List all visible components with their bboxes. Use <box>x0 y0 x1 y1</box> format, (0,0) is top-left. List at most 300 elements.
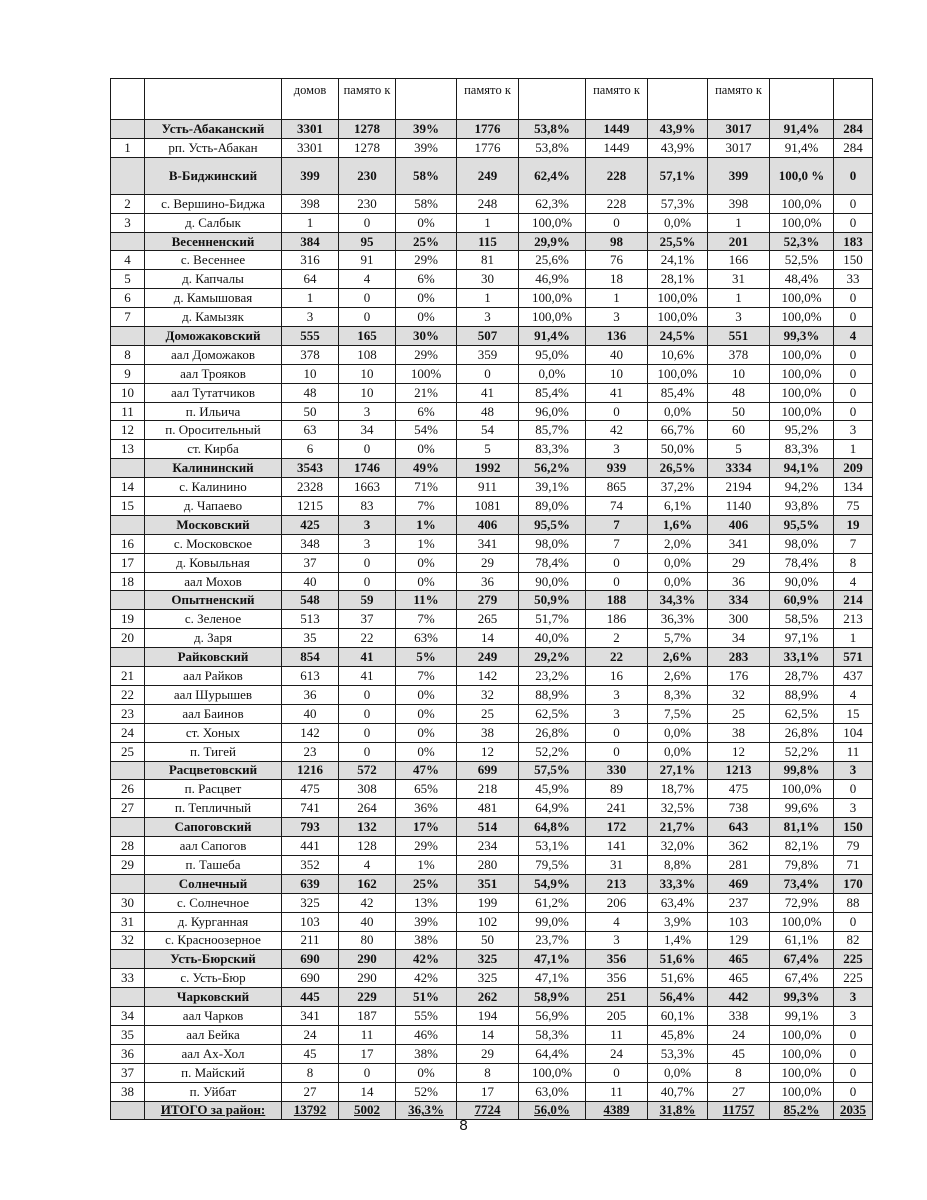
value-cell: 13792 <box>282 1101 339 1120</box>
value-cell: 30% <box>396 327 457 346</box>
settlement-name-cell: п. Ильича <box>145 402 282 421</box>
value-cell: 475 <box>708 780 770 799</box>
value-cell: 3 <box>708 308 770 327</box>
value-cell: 10 <box>339 364 396 383</box>
settlement-name-cell: аал Мохов <box>145 572 282 591</box>
table-row <box>111 1007 873 1026</box>
value-cell: 100,0 % <box>770 157 834 194</box>
value-cell: 33,1% <box>770 648 834 667</box>
value-cell <box>396 79 457 120</box>
settlement-name-cell: с. Красноозерное <box>145 931 282 950</box>
value-cell: 100,0% <box>519 289 586 308</box>
value-cell: 571 <box>834 648 873 667</box>
settlement-name-cell: Чарковский <box>145 988 282 1007</box>
value-cell: 398 <box>282 194 339 213</box>
value-cell: 0 <box>834 213 873 232</box>
settlement-name-cell: д. Камызяк <box>145 308 282 327</box>
value-cell: 334 <box>708 591 770 610</box>
table-row <box>111 1063 873 1082</box>
value-cell: 0,0% <box>648 402 708 421</box>
value-cell: 4 <box>834 685 873 704</box>
value-cell: 50 <box>708 402 770 421</box>
district-total-row <box>111 648 873 667</box>
table-row <box>111 251 873 270</box>
value-cell: 465 <box>708 969 770 988</box>
settlement-name-cell: аал Сапогов <box>145 837 282 856</box>
value-cell: 28,1% <box>648 270 708 289</box>
value-cell: 25,5% <box>648 232 708 251</box>
value-cell: 325 <box>457 969 519 988</box>
value-cell: 7,5% <box>648 704 708 723</box>
value-cell: 54,9% <box>519 874 586 893</box>
value-cell: 25% <box>396 232 457 251</box>
value-cell: 3301 <box>282 120 339 139</box>
value-cell: 3 <box>339 534 396 553</box>
value-cell: 1992 <box>457 459 519 478</box>
value-cell: 166 <box>708 251 770 270</box>
value-cell: 136 <box>586 327 648 346</box>
value-cell: 8,8% <box>648 855 708 874</box>
row-number-cell <box>111 874 145 893</box>
value-cell: 29 <box>457 1044 519 1063</box>
value-cell: 0 <box>586 402 648 421</box>
value-cell: 0,0% <box>648 553 708 572</box>
value-cell: 0 <box>586 742 648 761</box>
value-cell: 1216 <box>282 761 339 780</box>
value-cell: 356 <box>586 969 648 988</box>
value-cell: 66,7% <box>648 421 708 440</box>
value-cell: 99,3% <box>770 988 834 1007</box>
value-cell: 41 <box>339 667 396 686</box>
value-cell: 1278 <box>339 138 396 157</box>
value-cell: 330 <box>586 761 648 780</box>
value-cell: 28,7% <box>770 667 834 686</box>
value-cell: 7724 <box>457 1101 519 1120</box>
value-cell: 40 <box>282 572 339 591</box>
value-cell: 1 <box>282 213 339 232</box>
settlement-name-cell: Сапоговский <box>145 818 282 837</box>
value-cell: 8 <box>457 1063 519 1082</box>
value-cell: 0 <box>586 572 648 591</box>
value-cell: 58,3% <box>519 1025 586 1044</box>
value-cell: 0% <box>396 1063 457 1082</box>
value-cell: 99,6% <box>770 799 834 818</box>
value-cell: 284 <box>834 120 873 139</box>
value-cell: 0% <box>396 685 457 704</box>
value-cell: 0% <box>396 213 457 232</box>
value-cell: 341 <box>282 1007 339 1026</box>
value-cell: 5,7% <box>648 629 708 648</box>
value-cell: 31 <box>586 855 648 874</box>
value-cell: 8 <box>708 1063 770 1082</box>
value-cell: 89 <box>586 780 648 799</box>
value-cell: 64,4% <box>519 1044 586 1063</box>
value-cell: 25,6% <box>519 251 586 270</box>
value-cell: 3 <box>282 308 339 327</box>
value-cell: 26,8% <box>770 723 834 742</box>
value-cell: 59 <box>339 591 396 610</box>
district-total-row <box>111 327 873 346</box>
value-cell: 62,5% <box>519 704 586 723</box>
value-cell: 865 <box>586 478 648 497</box>
value-cell: 0% <box>396 289 457 308</box>
value-cell: 939 <box>586 459 648 478</box>
value-cell: 37,2% <box>648 478 708 497</box>
value-cell: 71 <box>834 855 873 874</box>
value-cell: 16 <box>586 667 648 686</box>
table-row <box>111 931 873 950</box>
value-cell: 0,0% <box>648 213 708 232</box>
value-cell: 0 <box>834 308 873 327</box>
value-cell: 237 <box>708 893 770 912</box>
table-row <box>111 440 873 459</box>
value-cell: 50 <box>457 931 519 950</box>
value-cell: 13% <box>396 893 457 912</box>
value-cell: 469 <box>708 874 770 893</box>
value-cell: 10,6% <box>648 345 708 364</box>
value-cell: 5002 <box>339 1101 396 1120</box>
value-cell: 352 <box>282 855 339 874</box>
value-cell: 1140 <box>708 497 770 516</box>
value-cell: 2035 <box>834 1101 873 1120</box>
value-cell: 11 <box>834 742 873 761</box>
value-cell: 1 <box>708 289 770 308</box>
value-cell: 1% <box>396 855 457 874</box>
value-cell: 46% <box>396 1025 457 1044</box>
row-number-cell: 7 <box>111 308 145 327</box>
value-cell: 90,0% <box>770 572 834 591</box>
value-cell: 67,4% <box>770 950 834 969</box>
value-cell: 8 <box>282 1063 339 1082</box>
value-cell: 95,5% <box>519 515 586 534</box>
value-cell: 90,0% <box>519 572 586 591</box>
value-cell: 60,9% <box>770 591 834 610</box>
value-cell: 24 <box>708 1025 770 1044</box>
value-cell: 0 <box>586 1063 648 1082</box>
value-cell: 36,3% <box>396 1101 457 1120</box>
value-cell: 0 <box>834 289 873 308</box>
value-cell: 29 <box>457 553 519 572</box>
value-cell: 290 <box>339 969 396 988</box>
value-cell: 406 <box>457 515 519 534</box>
value-cell: 384 <box>282 232 339 251</box>
value-cell: 98 <box>586 232 648 251</box>
value-cell: 98,0% <box>519 534 586 553</box>
value-cell: 3 <box>586 440 648 459</box>
value-cell: 290 <box>339 950 396 969</box>
settlement-name-cell: с. Солнечное <box>145 893 282 912</box>
row-number-cell: 35 <box>111 1025 145 1044</box>
value-cell: домов <box>282 79 339 120</box>
value-cell: 61,2% <box>519 893 586 912</box>
value-cell: 83,3% <box>770 440 834 459</box>
value-cell: 283 <box>708 648 770 667</box>
value-cell <box>770 79 834 120</box>
value-cell: 176 <box>708 667 770 686</box>
value-cell: 35 <box>282 629 339 648</box>
settlement-name-cell: ст. Кирба <box>145 440 282 459</box>
value-cell: 172 <box>586 818 648 837</box>
row-number-cell <box>111 157 145 194</box>
row-number-cell: 14 <box>111 478 145 497</box>
value-cell: 52,3% <box>770 232 834 251</box>
value-cell: 100,0% <box>519 213 586 232</box>
value-cell: 19 <box>834 515 873 534</box>
table-row <box>111 837 873 856</box>
value-cell: 1213 <box>708 761 770 780</box>
value-cell: 1 <box>834 629 873 648</box>
settlement-name-cell: рп. Усть-Абакан <box>145 138 282 157</box>
table-row <box>111 478 873 497</box>
settlement-name-cell: Расцветовский <box>145 761 282 780</box>
value-cell: 3 <box>834 988 873 1007</box>
value-cell: 3 <box>339 515 396 534</box>
value-cell: 11 <box>586 1082 648 1101</box>
value-cell: 5 <box>708 440 770 459</box>
value-cell: 83,3% <box>519 440 586 459</box>
value-cell: 6% <box>396 402 457 421</box>
value-cell: 1 <box>708 213 770 232</box>
value-cell: 7 <box>586 534 648 553</box>
value-cell: 12 <box>457 742 519 761</box>
row-number-cell <box>111 232 145 251</box>
value-cell: 8 <box>834 553 873 572</box>
value-cell: памятo к <box>457 79 519 120</box>
settlement-name-cell: Московский <box>145 515 282 534</box>
value-cell: 0 <box>834 780 873 799</box>
value-cell: 348 <box>282 534 339 553</box>
value-cell: 31 <box>708 270 770 289</box>
value-cell: 643 <box>708 818 770 837</box>
value-cell: 6,1% <box>648 497 708 516</box>
value-cell: 22 <box>339 629 396 648</box>
value-cell: 100,0% <box>770 402 834 421</box>
value-cell: 64 <box>282 270 339 289</box>
value-cell: 85,4% <box>519 383 586 402</box>
value-cell: 11757 <box>708 1101 770 1120</box>
value-cell: 1% <box>396 515 457 534</box>
value-cell: 100,0% <box>770 194 834 213</box>
row-number-cell <box>111 648 145 667</box>
value-cell: 81 <box>457 251 519 270</box>
value-cell: 62,3% <box>519 194 586 213</box>
value-cell: 0% <box>396 723 457 742</box>
district-total-row <box>111 874 873 893</box>
value-cell: 40,7% <box>648 1082 708 1101</box>
value-cell: 100,0% <box>770 912 834 931</box>
value-cell: 1 <box>834 440 873 459</box>
value-cell: 100,0% <box>770 1082 834 1101</box>
value-cell: 4 <box>339 270 396 289</box>
value-cell: 251 <box>586 988 648 1007</box>
value-cell: 0% <box>396 553 457 572</box>
value-cell: 99,1% <box>770 1007 834 1026</box>
value-cell: 32 <box>457 685 519 704</box>
settlement-name-cell: аал Ах-Хол <box>145 1044 282 1063</box>
value-cell: 63,4% <box>648 893 708 912</box>
value-cell: 63,0% <box>519 1082 586 1101</box>
value-cell: 5% <box>396 648 457 667</box>
value-cell: 14 <box>339 1082 396 1101</box>
value-cell: 213 <box>834 610 873 629</box>
value-cell: 300 <box>708 610 770 629</box>
value-cell: 3 <box>457 308 519 327</box>
row-number-cell: 15 <box>111 497 145 516</box>
value-cell: 15 <box>834 704 873 723</box>
value-cell: 325 <box>282 893 339 912</box>
value-cell: 0 <box>339 213 396 232</box>
value-cell: 24,5% <box>648 327 708 346</box>
value-cell: 26,5% <box>648 459 708 478</box>
table-row <box>111 402 873 421</box>
value-cell: 2328 <box>282 478 339 497</box>
value-cell: 80 <box>339 931 396 950</box>
value-cell: 1 <box>282 289 339 308</box>
district-total-row <box>111 988 873 1007</box>
settlement-name-cell: д. Камышовая <box>145 289 282 308</box>
value-cell: 82,1% <box>770 837 834 856</box>
value-cell: 7 <box>834 534 873 553</box>
value-cell: 548 <box>282 591 339 610</box>
settlement-name-cell: В-Биджинский <box>145 157 282 194</box>
value-cell: 741 <box>282 799 339 818</box>
value-cell: 57,5% <box>519 761 586 780</box>
value-cell: 102 <box>457 912 519 931</box>
value-cell: 2194 <box>708 478 770 497</box>
value-cell: 8,3% <box>648 685 708 704</box>
value-cell: 14 <box>457 1025 519 1044</box>
settlement-name-cell: п. Майский <box>145 1063 282 1082</box>
value-cell: 52% <box>396 1082 457 1101</box>
value-cell: 46,9% <box>519 270 586 289</box>
value-cell: 280 <box>457 855 519 874</box>
value-cell: 2 <box>586 629 648 648</box>
value-cell: 60 <box>708 421 770 440</box>
value-cell: 194 <box>457 1007 519 1026</box>
value-cell: 23 <box>282 742 339 761</box>
value-cell: 1% <box>396 534 457 553</box>
row-number-cell: 1 <box>111 138 145 157</box>
value-cell: 82 <box>834 931 873 950</box>
value-cell: 0% <box>396 572 457 591</box>
value-cell: 613 <box>282 667 339 686</box>
value-cell: 81,1% <box>770 818 834 837</box>
value-cell: 78,4% <box>519 553 586 572</box>
value-cell: 40 <box>339 912 396 931</box>
row-number-cell: 18 <box>111 572 145 591</box>
value-cell: 42% <box>396 969 457 988</box>
value-cell: 6% <box>396 270 457 289</box>
value-cell: 88 <box>834 893 873 912</box>
value-cell: 188 <box>586 591 648 610</box>
value-cell: 51,6% <box>648 969 708 988</box>
value-cell: 38% <box>396 1044 457 1063</box>
row-number-cell <box>111 591 145 610</box>
value-cell: 75 <box>834 497 873 516</box>
value-cell: 399 <box>708 157 770 194</box>
value-cell: 5 <box>457 440 519 459</box>
value-cell: 7% <box>396 610 457 629</box>
table-row <box>111 610 873 629</box>
value-cell: 100,0% <box>519 1063 586 1082</box>
value-cell: 23,7% <box>519 931 586 950</box>
value-cell: 18,7% <box>648 780 708 799</box>
value-cell: 36 <box>708 572 770 591</box>
value-cell: 32,0% <box>648 837 708 856</box>
row-number-cell: 3 <box>111 213 145 232</box>
value-cell: 39,1% <box>519 478 586 497</box>
value-cell: 0,0% <box>648 1063 708 1082</box>
value-cell: 738 <box>708 799 770 818</box>
value-cell: 100% <box>396 364 457 383</box>
table-row <box>111 912 873 931</box>
row-number-cell: 27 <box>111 799 145 818</box>
value-cell: 3 <box>339 402 396 421</box>
value-cell: 17% <box>396 818 457 837</box>
value-cell: 88,9% <box>519 685 586 704</box>
value-cell: 0 <box>586 553 648 572</box>
settlement-name-cell: аал Трояков <box>145 364 282 383</box>
row-number-cell: 22 <box>111 685 145 704</box>
row-number-cell: 13 <box>111 440 145 459</box>
value-cell: 228 <box>586 194 648 213</box>
value-cell: 49% <box>396 459 457 478</box>
value-cell: 63 <box>282 421 339 440</box>
row-number-cell: 34 <box>111 1007 145 1026</box>
value-cell: 1215 <box>282 497 339 516</box>
table-row <box>111 572 873 591</box>
settlement-name-cell: Райковский <box>145 648 282 667</box>
value-cell: 63% <box>396 629 457 648</box>
value-cell: 0 <box>586 723 648 742</box>
row-number-cell: 16 <box>111 534 145 553</box>
value-cell: 0 <box>339 440 396 459</box>
value-cell: 100,0% <box>770 213 834 232</box>
value-cell: 1449 <box>586 138 648 157</box>
value-cell: 72,9% <box>770 893 834 912</box>
value-cell: 45 <box>282 1044 339 1063</box>
value-cell: 64,8% <box>519 818 586 837</box>
value-cell: 214 <box>834 591 873 610</box>
value-cell: 129 <box>708 931 770 950</box>
value-cell: 10 <box>282 364 339 383</box>
value-cell: 79 <box>834 837 873 856</box>
value-cell: 26,8% <box>519 723 586 742</box>
value-cell: 14 <box>457 629 519 648</box>
value-cell: 854 <box>282 648 339 667</box>
value-cell: 1663 <box>339 478 396 497</box>
value-cell: 32,5% <box>648 799 708 818</box>
value-cell: 406 <box>708 515 770 534</box>
table-row <box>111 780 873 799</box>
settlement-name-cell: с. Вершино-Биджа <box>145 194 282 213</box>
value-cell: 43,9% <box>648 120 708 139</box>
value-cell: 0 <box>834 1044 873 1063</box>
row-number-cell: 24 <box>111 723 145 742</box>
value-cell: 17 <box>339 1044 396 1063</box>
value-cell: 690 <box>282 969 339 988</box>
value-cell: 108 <box>339 345 396 364</box>
table-row <box>111 270 873 289</box>
value-cell: 241 <box>586 799 648 818</box>
value-cell: 58,9% <box>519 988 586 1007</box>
value-cell: 0,0% <box>648 572 708 591</box>
value-cell: 24 <box>586 1044 648 1063</box>
value-cell: 54% <box>396 421 457 440</box>
value-cell: 36 <box>282 685 339 704</box>
row-number-cell: 31 <box>111 912 145 931</box>
value-cell: 3 <box>834 1007 873 1026</box>
